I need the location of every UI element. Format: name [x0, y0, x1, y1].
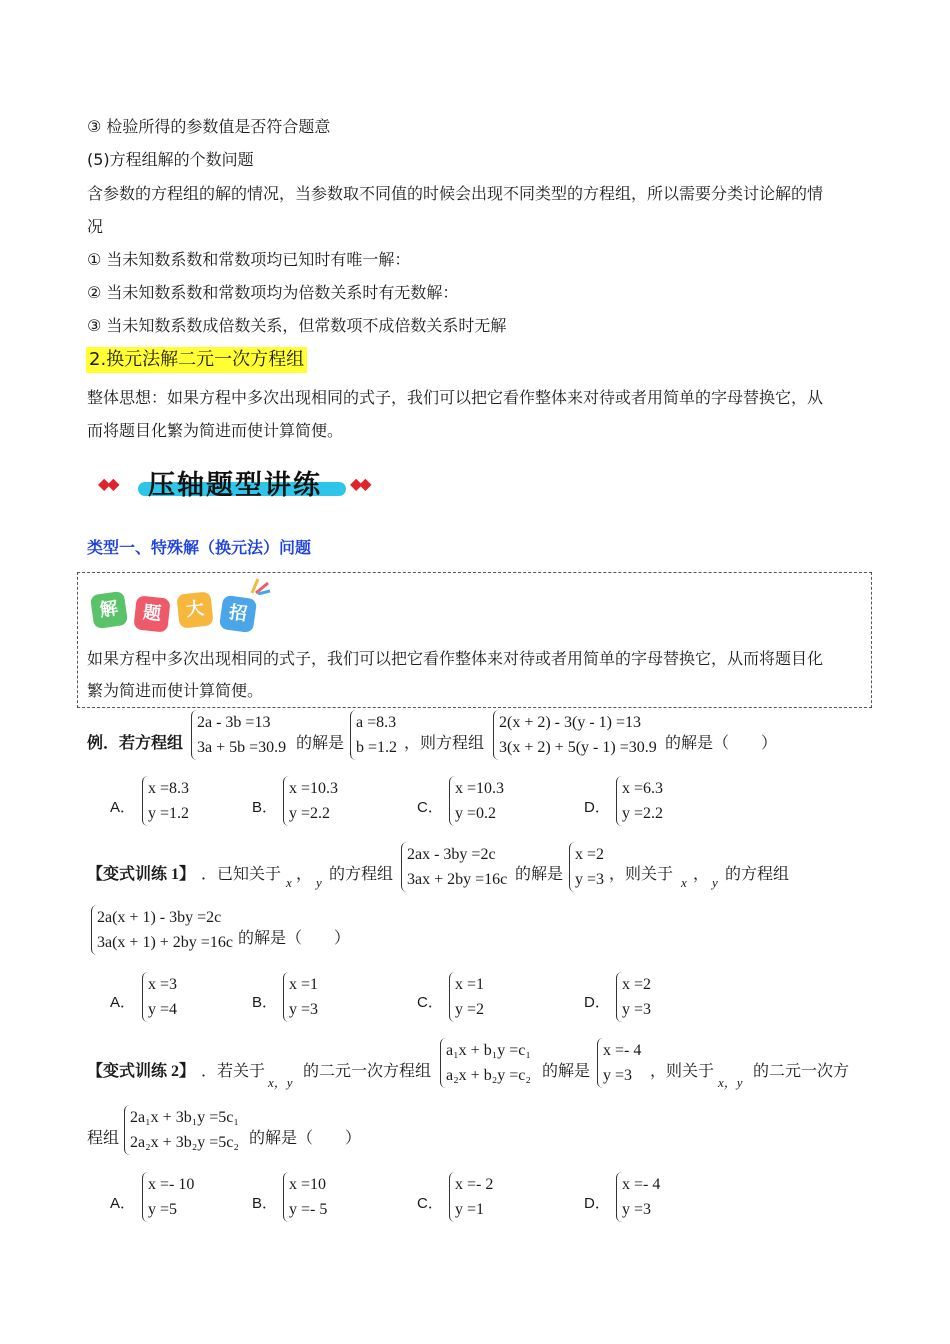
tip-text: 如果方程中多次出现相同的式子，我们可以把它看作整体来对待或者用简单的字母替换它，从而将题目化 — [87, 649, 824, 668]
option-a-equation: x =8.3 y =1.2 — [142, 776, 189, 826]
tip-tile: 题 — [133, 595, 170, 632]
option-c-equation: x =10.3 y =0.2 — [449, 776, 504, 826]
equation-system: a₁x + b₁y =c₁ a₂x + b₂y =c₂ — [440, 1038, 531, 1088]
text-line: ③ 检验所得的参数值是否符合题意 — [87, 117, 331, 136]
equation-system: x =2 y =3 — [569, 842, 604, 892]
text-fragment: 的解是（ ） — [238, 930, 351, 947]
option-a-equation: x =3 y =4 — [142, 972, 177, 1022]
variable: x — [286, 875, 292, 890]
option-a-equation: x =- 10 y =5 — [142, 1172, 194, 1222]
text-line: 而将题目化繁为简进而使计算简便。 — [87, 421, 344, 440]
text-line: ① 当未知数系数和常数项均已知时有唯一解： — [87, 250, 411, 269]
text-fragment: ，则关于 — [650, 1063, 715, 1080]
text-fragment: 的方程组 — [329, 866, 394, 883]
text-fragment: 的二元一次方程组 — [303, 1063, 432, 1080]
text-line: 况 — [87, 217, 104, 236]
text-fragment: 的解是 — [542, 1063, 591, 1080]
text-fragment: ，则关于 — [609, 866, 674, 883]
option-d[interactable]: D． — [584, 994, 610, 1011]
option-b[interactable]: B． — [252, 799, 278, 816]
option-d[interactable]: D． — [584, 1195, 610, 1212]
equation-system: x =- 4 y =3 — [597, 1038, 641, 1088]
tip-tile: 大 — [176, 591, 213, 628]
section-heading: 2.换元法解二元一次方程组 — [86, 347, 307, 373]
variable: x，y — [718, 1075, 743, 1090]
variant-label: 【变式训练 2】 — [87, 1063, 196, 1080]
text-line: (5)方程组解的个数问题 — [87, 150, 254, 169]
option-d-equation: x =6.3 y =2.2 — [616, 776, 663, 826]
variant-label: 【变式训练 1】 — [87, 866, 196, 883]
text-fragment: 的二元一次方 — [753, 1063, 850, 1080]
variable: y — [316, 875, 322, 890]
option-c[interactable]: C． — [417, 994, 443, 1011]
text-fragment: 的方程组 — [725, 866, 790, 883]
tip-text: 繁为简进而使计算简便。 — [87, 681, 264, 700]
diamond-icon: ◆◆ — [350, 474, 369, 493]
equation-system: 2ax - 3by =2c 3ax + 2by =16c — [401, 842, 507, 892]
option-c[interactable]: C． — [417, 799, 443, 816]
option-b[interactable]: B． — [252, 1195, 278, 1212]
type-heading: 类型一、特殊解（换元法）问题 — [87, 538, 312, 557]
text-fragment: ， — [296, 866, 313, 883]
option-d-equation: x =2 y =3 — [616, 972, 651, 1022]
option-a[interactable]: A． — [110, 1195, 136, 1212]
text-line: 整体思想：如果方程中多次出现相同的式子，我们可以把它看作整体来对待或者用简单的字母替换它，从 — [87, 388, 824, 407]
text-fragment: 的解是 — [515, 866, 564, 883]
equation-system: 2a₁x + 3b₁y =5c₁ 2a₂x + 3b₂y =5c₂ — [124, 1105, 239, 1155]
text-fragment: ， — [693, 866, 710, 883]
text-line: ③ 当未知数系数成倍数关系，但常数项不成倍数关系时无解 — [87, 316, 507, 335]
equation-system: a =8.3 b =1.2 — [350, 710, 397, 760]
section-banner — [98, 460, 398, 506]
option-b-equation: x =10 y =- 5 — [283, 1172, 327, 1222]
text-line: 含参数的方程组的解的情况，当参数取不同值的时候会出现不同类型的方程组，所以需要分类讨论解的情 — [87, 184, 824, 203]
option-d[interactable]: D． — [584, 799, 610, 816]
text-fragment: 的解是（ ） — [665, 735, 778, 752]
variable: x — [681, 875, 687, 890]
variable: y — [712, 875, 718, 890]
banner-title: 压轴题型讲练 — [148, 470, 322, 501]
option-d-equation: x =- 4 y =3 — [616, 1172, 660, 1222]
tip-box — [77, 572, 872, 708]
option-c-equation: x =1 y =2 — [449, 972, 484, 1022]
text-line: ② 当未知数系数和常数项均为倍数关系时有无数解： — [87, 283, 459, 302]
text-fragment: 的解是（ ） — [249, 1130, 362, 1147]
tip-tile: 解 — [90, 591, 128, 629]
equation-system: 2(x + 2) - 3(y - 1) =13 3(x + 2) + 5(y - 1) =30.9 — [493, 710, 657, 760]
sparkle-icon — [248, 573, 272, 595]
option-c[interactable]: C． — [417, 1195, 443, 1212]
option-a[interactable]: A． — [110, 799, 136, 816]
diamond-icon: ◆◆ — [98, 474, 117, 493]
example-label: 例．若方程组 — [87, 735, 184, 752]
text-fragment: ，则方程组 — [404, 735, 485, 752]
option-c-equation: x =- 2 y =1 — [449, 1172, 493, 1222]
option-b-equation: x =1 y =3 — [283, 972, 318, 1022]
option-b-equation: x =10.3 y =2.2 — [283, 776, 338, 826]
option-a[interactable]: A． — [110, 994, 136, 1011]
equation-system: 2a - 3b =13 3a + 5b =30.9 — [191, 710, 286, 760]
tip-tile: 招 — [219, 595, 257, 633]
text-fragment: 程组 — [87, 1130, 120, 1147]
equation-system: 2a(x + 1) - 3by =2c 3a(x + 1) + 2by =16c — [91, 905, 233, 955]
variable: x，y — [268, 1075, 293, 1090]
text-fragment: 的解是 — [296, 735, 345, 752]
text-fragment: ．已知关于 — [201, 866, 282, 883]
text-fragment: ．若关于 — [201, 1063, 266, 1080]
option-b[interactable]: B． — [252, 994, 278, 1011]
